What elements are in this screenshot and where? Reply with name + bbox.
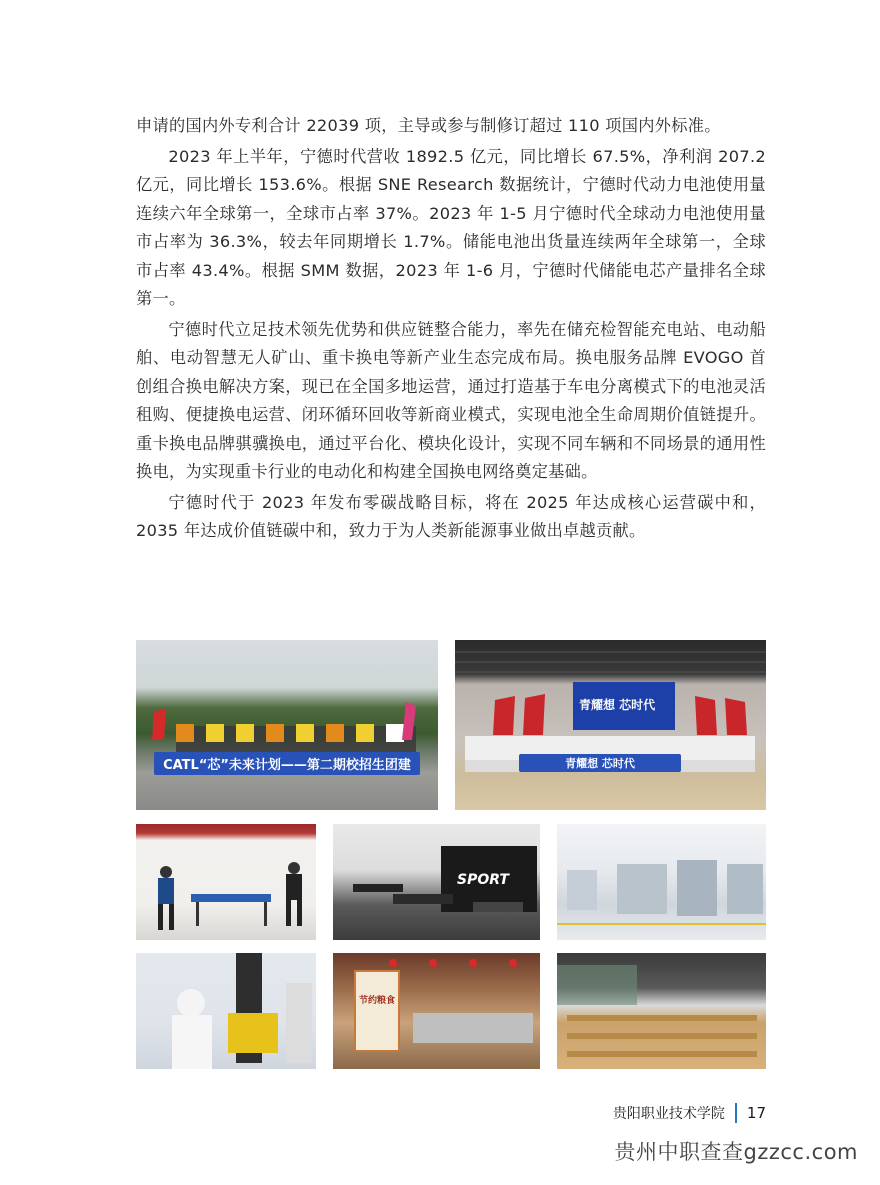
hall-illustration [455,640,766,810]
gym-photo [333,824,540,940]
body-text [136,112,766,548]
lab-illustration [557,824,766,940]
team-illustration [136,640,438,810]
cleanroom-illustration [136,953,316,1069]
paragraph: 宁德时代于 2023 年发布零碳战略目标，将在 2025 年达成核心运营碳中和，2035 年达成价值链碳中和，致力于为人类新能源事业做出卓越贡献。 [136,492,766,540]
page-footer [613,1103,766,1123]
watermark: 贵州中职查查gzzcc.com [614,1140,858,1164]
team-banner: CATL“芯”未来计划——第二期校招生团建 [154,752,420,775]
hall-banner: 青耀想 芯时代 [519,754,681,772]
canteen-sign-text: 节约粮食 [359,996,396,1006]
ping-pong-illustration [136,824,316,940]
paragraph: 宁德时代立足技术领先优势和供应链整合能力，率先在储充检智能充电站、电动船舶、电动智慧无人矿山、重卡换电等新产业生态完成布局。换电服务品牌 EVOGO 首创组合换电解决方案，现已在全国多地运营，通过打造基于车电分离模式下的电池灵活租购、便捷换电运营、闭环循环回收等新商业模式，实现电池全生命周期价值链提升。重卡换电品牌骐骥换电，通过平台化、模块化设计，实现不同车辆和不同场景的通用性换电，为实现重卡行业的电动化和构建全国换电网络奠定基础。 [136,319,766,481]
ping-pong-photo [136,824,316,940]
dining-hall-photo [557,953,766,1069]
footer-divider [735,1103,737,1123]
canteen-illustration [333,953,540,1069]
lab-photo [557,824,766,940]
paragraph: 2023 年上半年，宁德时代营收 1892.5 亿元，同比增长 67.5%，净利润 207.2 亿元，同比增长 153.6%。根据 SNE Research 数据统计，宁德时代动力电池使用量连续六年全球第一，全球市占率 37%。2023 年 1-5 月宁德时代全球动力电池使用量市占率为 36.3%，较去年同期增长 1.7%。储能电池出货量连续两年全球第一，全球市占率 43.4%。根据 SMM 数据，2023 年 1-6 月，宁德时代储能电芯产量排名全球第一。 [136,146,766,308]
hall-screen-text: 青耀想 芯时代 [579,698,656,712]
cleanroom-photo [136,953,316,1069]
gym-wall-text: SPORT [457,872,509,888]
school-name: 贵阳职业技术学院 [612,1106,725,1122]
hall-photo [455,640,766,810]
team-photo [136,640,438,810]
dining-hall-illustration [557,953,766,1069]
paragraph: 申请的国内外专利合计 22039 项，主导或参与制修订超过 110 项国内外标准。 [136,116,721,135]
page-number: 17 [746,1104,766,1122]
canteen-photo [333,953,540,1069]
